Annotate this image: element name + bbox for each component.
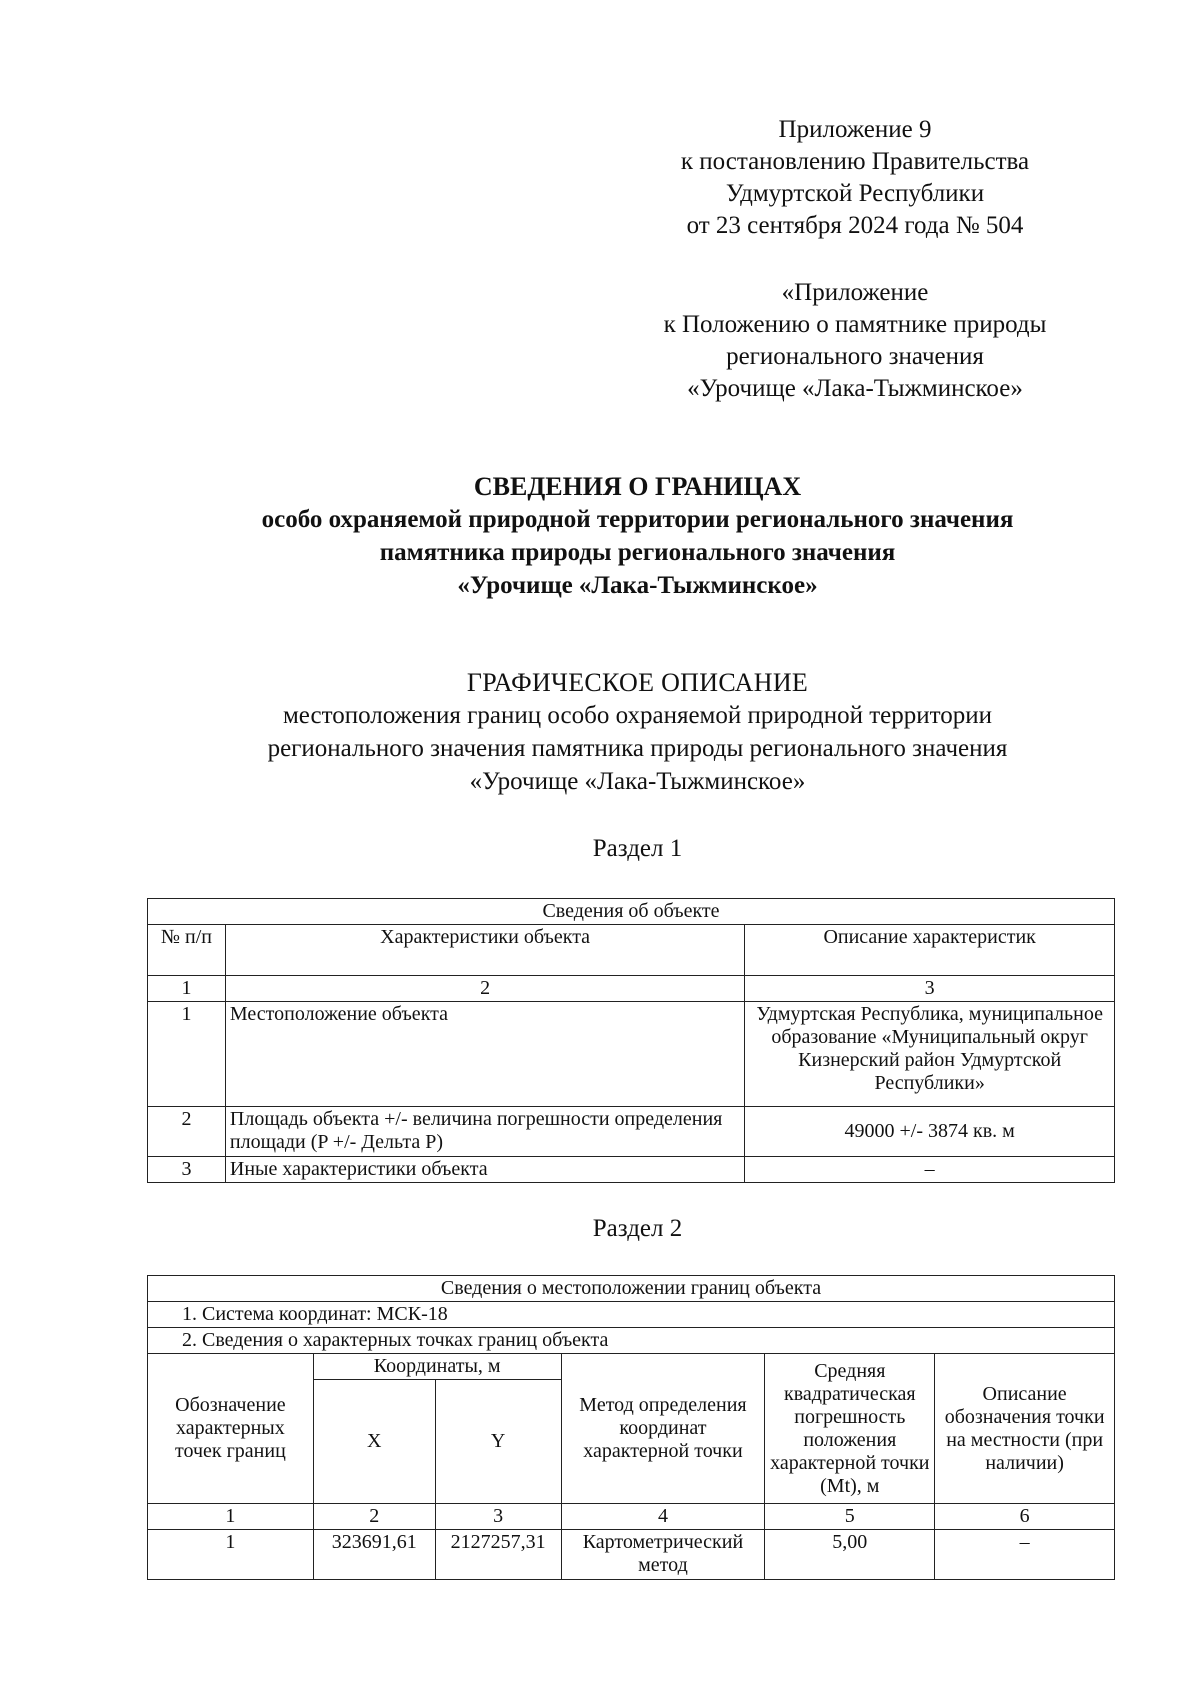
graphic-line: местоположения границ особо охраняемой природной территории [282,702,993,729]
graphic-main: ГРАФИЧЕСКОЕ ОПИСАНИЕ [466,668,809,697]
table-caption: Сведения о местоположении границ объекта [148,1276,1115,1302]
section-1-title: Раздел 1 [592,835,683,862]
graphic-description-heading [150,666,1125,798]
row-characteristic: Иные характеристики объекта [225,1157,744,1183]
header-designation: Обозначение характерных точек границ [148,1354,314,1504]
appendix-reference-block [630,114,1080,242]
point-x: 323691,61 [313,1530,435,1580]
regulation-appendix-block [630,277,1080,405]
document-title [150,470,1125,602]
appendix-line: к постановлению Правительства [680,148,1030,175]
column-number: 6 [935,1504,1115,1530]
row-number: 3 [148,1157,226,1183]
point-description: – [935,1530,1115,1580]
header-coordinates: Координаты, м [313,1354,561,1380]
column-number: 5 [765,1504,935,1530]
row-value: Удмуртская Республика, муниципальное образование «Муниципальный округ Кизнерский район Удмуртской Республики» [745,1002,1115,1107]
column-number: 2 [225,976,744,1002]
header-characteristic: Характеристики объекта [225,925,744,976]
point-y: 2127257,31 [435,1530,561,1580]
row-characteristic: Местоположение объекта [225,1002,744,1107]
column-number: 1 [148,1504,314,1530]
header-x: X [313,1380,435,1504]
boundary-points-table [147,1275,1115,1580]
table-row [148,1107,1115,1157]
table-row [148,1002,1115,1107]
appendix-line: от 23 сентября 2024 года № 504 [686,212,1024,239]
appendix-line: Приложение 9 [778,116,932,143]
appendix-line: регионального значения [726,343,984,370]
coordinate-system: 1. Система координат: МСК-18 [148,1302,1115,1328]
header-y: Y [435,1380,561,1504]
column-number: 4 [561,1504,765,1530]
section-2-title: Раздел 2 [592,1215,683,1242]
appendix-line: Удмуртской Республики [725,180,985,207]
appendix-line: «Приложение [781,279,929,306]
object-info-table [147,898,1115,1183]
column-number: 2 [313,1504,435,1530]
appendix-line: «Урочище «Лака-Тыжминское» [687,375,1023,402]
table-row [148,1157,1115,1183]
graphic-line: «Урочище «Лака-Тыжминское» [469,768,806,795]
header-error: Средняя квадратическая погрешность положения характерной точки (Mt), м [765,1354,935,1504]
row-characteristic: Площадь объекта +/- величина погрешности определения площади (P +/- Дельта P) [225,1107,744,1157]
table-caption: Сведения об объекте [148,899,1115,925]
column-number: 1 [148,976,226,1002]
points-caption: 2. Сведения о характерных точках границ объекта [148,1328,1115,1354]
column-number: 3 [435,1504,561,1530]
title-line: памятника природы регионального значения [379,539,896,566]
header-description: Описание характеристик [745,925,1115,976]
column-number: 3 [745,976,1115,1002]
row-value: – [745,1157,1115,1183]
title-line: особо охраняемой природной территории регионального значения [261,506,1014,533]
header-number: № п/п [148,925,226,976]
point-method: Картометрический метод [561,1530,765,1580]
appendix-line: к Положению о памятнике природы [663,311,1047,338]
row-number: 2 [148,1107,226,1157]
header-method: Метод определения координат характерной точки [561,1354,765,1504]
table-row [148,1530,1115,1580]
graphic-line: регионального значения памятника природы регионального значения [267,735,1008,762]
title-line: «Урочище «Лака-Тыжминское» [457,572,818,599]
title-main: СВЕДЕНИЯ О ГРАНИЦАХ [473,472,802,501]
row-number: 1 [148,1002,226,1107]
header-point-description: Описание обозначения точки на местности (при наличии) [935,1354,1115,1504]
row-value: 49000 +/- 3874 кв. м [745,1107,1115,1157]
point-designation: 1 [148,1530,314,1580]
point-error: 5,00 [765,1530,935,1580]
